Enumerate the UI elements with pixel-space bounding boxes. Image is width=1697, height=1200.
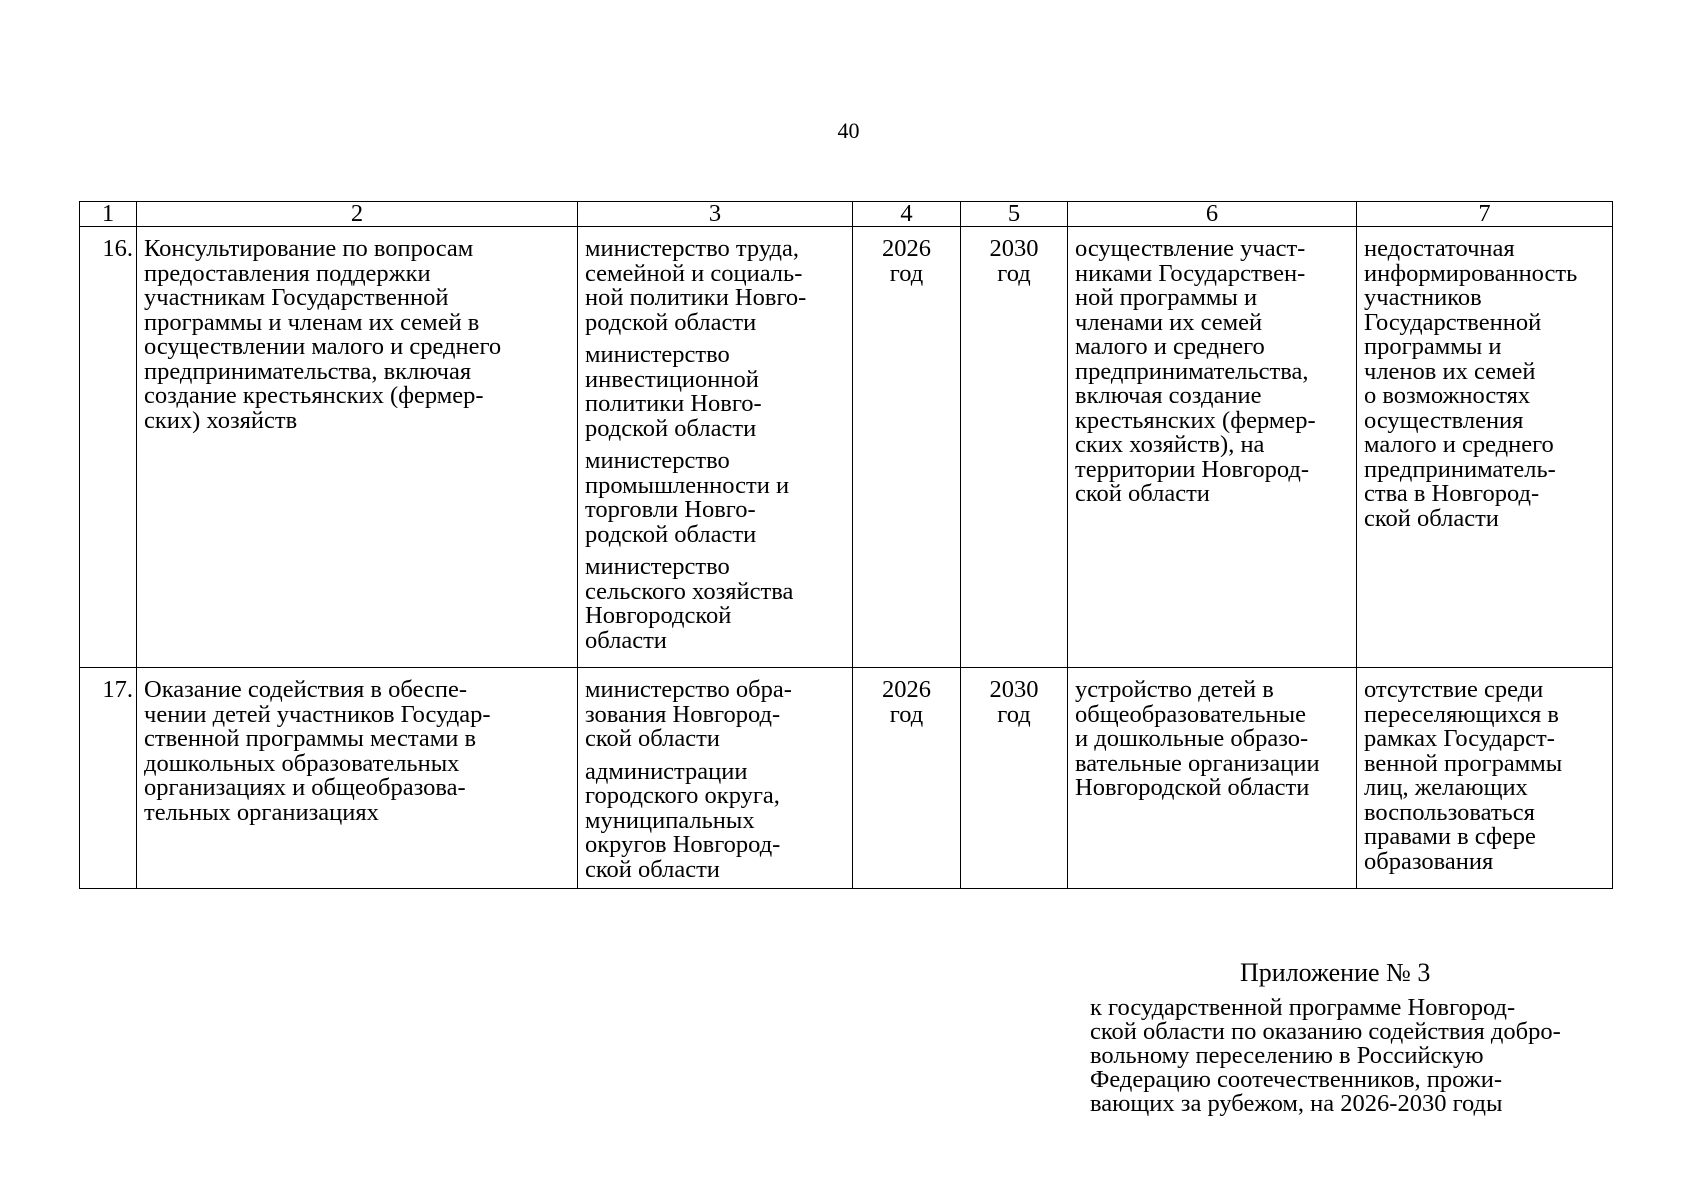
text-line: вольному переселению в Российскую <box>1090 1042 1484 1069</box>
text-line: родской области <box>585 414 757 442</box>
text-line: вательные организации <box>1075 749 1320 777</box>
measures-table <box>79 201 1613 889</box>
executor <box>585 343 847 441</box>
text-line: год <box>889 259 924 287</box>
executor <box>585 555 847 653</box>
text-line: ских хозяйств), на <box>1075 431 1265 458</box>
text-line: год <box>997 700 1031 728</box>
text-line: недостаточная <box>1364 235 1515 262</box>
text-line: 2026 <box>882 235 931 262</box>
text-line: предоставления поддержки <box>144 259 431 287</box>
text-line: год <box>997 259 1031 287</box>
text-line: информированность <box>1364 259 1578 287</box>
text-line: ских) хозяйств <box>144 406 298 434</box>
row-number: 16. <box>80 227 137 668</box>
text-line: общеобразовательные <box>1075 700 1306 728</box>
text-line: ской области <box>585 855 720 883</box>
risk-cell <box>1357 227 1613 668</box>
text-line: 2030 <box>989 235 1039 262</box>
text-line: вающих за рубежом, на 2026-2030 годы <box>1090 1090 1503 1117</box>
text-line: отсутствие среди <box>1364 676 1544 703</box>
activity-cell <box>137 227 578 668</box>
text-line: политики Новго- <box>585 390 762 417</box>
header-cell: 3 <box>578 202 853 227</box>
text-line: Государственной <box>1364 308 1542 336</box>
text-line: малого и среднего <box>1075 333 1265 360</box>
header-row <box>80 202 1613 227</box>
text-line: родской области <box>585 520 757 548</box>
text-line: осуществление участ- <box>1075 235 1306 262</box>
text-line: Новгородской области <box>1075 774 1310 801</box>
executor <box>585 757 847 883</box>
text-line: никами Государствен- <box>1075 259 1306 287</box>
header-cell: 6 <box>1068 202 1357 227</box>
text-line: зования Новгород- <box>585 700 781 728</box>
text-line: семейной и социаль- <box>585 259 803 287</box>
text-line: ной политики Новго- <box>585 284 807 311</box>
text-line: Новгородской <box>585 602 732 629</box>
text-line: правами в сфере <box>1364 823 1536 850</box>
text-line: крестьянских (фермер- <box>1075 406 1316 434</box>
executors-cell <box>578 668 853 889</box>
executor <box>585 678 847 752</box>
appendix-title: Приложение № 3 <box>1240 958 1431 987</box>
text-line: программы и членам их семей в <box>144 308 480 336</box>
text-line: тельных организациях <box>144 798 379 826</box>
text-line: программы и <box>1364 333 1502 360</box>
end-year-cell <box>961 227 1068 668</box>
header-cell: 7 <box>1357 202 1613 227</box>
text-line: ной программы и <box>1075 284 1258 311</box>
appendix-text <box>1090 996 1590 1116</box>
text-line: городского округа, <box>585 782 780 809</box>
text-line: министерство труда, <box>585 235 800 262</box>
text-line: создание крестьянских (фермер- <box>144 382 484 409</box>
activity-cell <box>137 668 578 889</box>
text-line: администрации <box>585 757 748 785</box>
text-line: министерство <box>585 341 730 368</box>
text-line: дошкольных образовательных <box>144 749 460 777</box>
result-cell <box>1068 227 1357 668</box>
text-line: предпринимательства, включая <box>144 357 472 385</box>
text-line: территории Новгород- <box>1075 455 1310 483</box>
text-line: участникам Государственной <box>144 284 449 311</box>
text-line: 2026 <box>882 676 931 703</box>
header-cell: 1 <box>80 202 137 227</box>
text-line: участников <box>1364 284 1482 311</box>
result-cell <box>1068 668 1357 889</box>
header-cell: 4 <box>853 202 961 227</box>
text-line: к государственной программе Новгород- <box>1090 994 1516 1021</box>
text-line: министерство <box>585 553 730 580</box>
text-line: министерство обра- <box>585 676 792 703</box>
text-line: год <box>889 700 924 728</box>
text-line: о возможностях <box>1364 382 1531 409</box>
text-line: малого и среднего <box>1364 431 1554 458</box>
text-line: рамках Государст- <box>1364 725 1555 752</box>
executors-cell <box>578 227 853 668</box>
text-line: ской области по оказанию содействия добро- <box>1090 1018 1561 1045</box>
text-line: инвестиционной <box>585 365 759 393</box>
text-line: осуществления <box>1364 406 1524 434</box>
table-row <box>80 668 1613 889</box>
text-line: переселяющихся в <box>1364 700 1559 728</box>
text-line: предприниматель- <box>1364 455 1556 483</box>
text-line: промышленности и <box>585 471 790 499</box>
text-line: сельского хозяйства <box>585 577 794 605</box>
end-year-cell <box>961 668 1068 889</box>
text-line: чении детей участников Государ- <box>144 700 491 728</box>
text-line: округов Новгород- <box>585 831 781 858</box>
text-line: членов их семей <box>1364 357 1536 385</box>
text-line: включая создание <box>1075 382 1262 409</box>
text-line: Федерацию соотечественников, прожи- <box>1090 1066 1502 1093</box>
text-line: Оказание содействия в обеспе- <box>144 676 467 703</box>
table-row <box>80 227 1613 668</box>
text-line: и дошкольные образо- <box>1075 725 1309 752</box>
text-line: образования <box>1364 847 1494 875</box>
text-line: родской области <box>585 308 757 336</box>
text-line: области <box>585 626 667 654</box>
executor <box>585 449 847 547</box>
text-line: предпринимательства, <box>1075 357 1309 385</box>
start-year-cell <box>853 227 961 668</box>
text-line: лиц, желающих <box>1364 774 1528 801</box>
text-line: осуществлении малого и среднего <box>144 333 502 360</box>
text-line: организациях и общеобразова- <box>144 774 466 801</box>
text-line: министерство <box>585 447 730 474</box>
text-line: ской области <box>1075 480 1210 507</box>
text-line: ской области <box>1364 504 1499 532</box>
header-cell: 5 <box>961 202 1068 227</box>
text-line: 2030 <box>989 676 1039 703</box>
text-line: ской области <box>585 725 720 752</box>
executor <box>585 237 847 335</box>
text-line: устройство детей в <box>1075 676 1274 703</box>
text-line: Консультирование по вопросам <box>144 235 474 262</box>
text-line: ственной программы местами в <box>144 725 477 752</box>
text-line: воспользоваться <box>1364 798 1535 826</box>
text-line: венной программы <box>1364 749 1563 777</box>
row-number: 17. <box>80 668 137 889</box>
text-line: торговли Новго- <box>585 496 756 523</box>
header-cell: 2 <box>137 202 578 227</box>
start-year-cell <box>853 668 961 889</box>
page-number: 40 <box>837 118 860 143</box>
text-line: ства в Новгород- <box>1364 480 1540 507</box>
risk-cell <box>1357 668 1613 889</box>
text-line: муниципальных <box>585 806 755 834</box>
text-line: членами их семей <box>1075 308 1263 336</box>
